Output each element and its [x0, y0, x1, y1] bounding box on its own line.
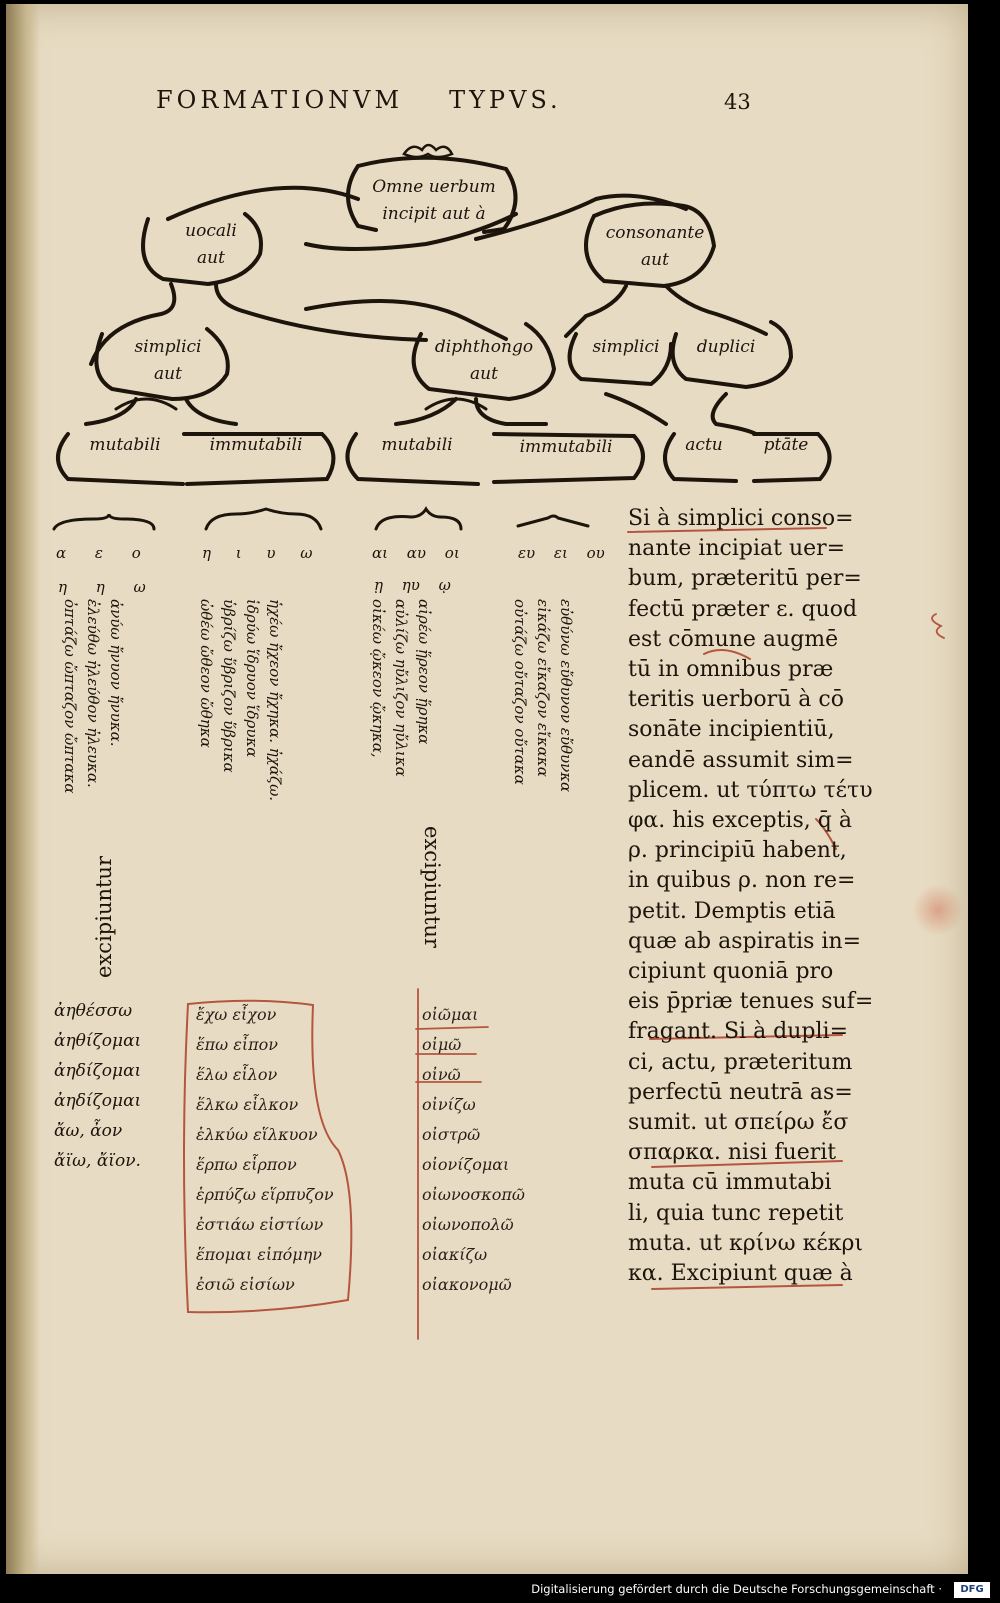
body-line: sumit. ut σπείρω ἔσ	[628, 1110, 849, 1136]
simplici-vowel-aut: aut	[154, 364, 182, 384]
exception-item-1: ἀηθέσσω	[54, 1001, 133, 1021]
vowel-group-1-transforms: η η ω	[58, 578, 146, 596]
diphthongo-label: diphthongo	[434, 337, 534, 357]
brace-3	[376, 509, 461, 529]
hand1-item-4: ἕλκω εἷλκον	[196, 1095, 299, 1114]
hand2-item-8: οἰωνοπολῶ	[422, 1215, 514, 1234]
handwritten-list-1	[196, 1000, 334, 1300]
brace-4	[518, 516, 588, 526]
exception-item-6: ἄϊω, ἄϊον.	[54, 1151, 141, 1171]
hand1-item-6: ἕρπω εἷρπον	[196, 1155, 297, 1174]
excipiuntur-label-middle: excipiuntur	[420, 826, 444, 948]
brace-2	[206, 509, 321, 529]
tree-node-simplici-vowel	[118, 334, 218, 388]
body-line: plicem. ut τύπτω τέτυ	[628, 777, 873, 803]
body-line: perfectū neutrā as=	[628, 1079, 853, 1105]
consonante-to-level2	[566, 286, 766, 336]
root-line-1: Omne uerbum	[372, 177, 496, 197]
body-line: φα. his exceptis, q̄ à	[628, 808, 852, 834]
hand1-item-1: ἔχω εἶχον	[196, 1005, 277, 1024]
example-c2-row-1: ἡχέω ἤχεον ἤχηκα. ἠχάζω.	[266, 599, 284, 802]
body-line: ρ. principiū habent,	[628, 838, 847, 864]
hand2-item-6: οἰονίζομαι	[422, 1155, 510, 1174]
curl-left	[116, 399, 176, 409]
example-c2-row-2: ἱδρύω ἵδρυον ἵδρυκα	[243, 599, 261, 758]
hand1-item-9: ἕπομαι εἱπόμην	[196, 1245, 323, 1264]
example-column-4	[508, 599, 577, 849]
exception-item-5: ἄω, ἆον	[54, 1121, 123, 1141]
example-c1-row-1: ἀνύω ἤνυον ἤνυκα.	[107, 599, 125, 747]
tree-node-duplici: duplici	[696, 337, 756, 357]
example-c4-row-2: εἰκάζω εἴκαζον εἴκακα	[534, 599, 552, 777]
body-line: cipiunt quoniā pro	[628, 959, 834, 985]
body-line: muta cū immutabi	[628, 1170, 832, 1196]
book-page	[6, 4, 968, 1574]
body-line: bum, præteritū per=	[628, 566, 862, 592]
hand2-item-7: οἰωνοσκοπῶ	[422, 1185, 525, 1204]
hand1-item-2: ἕπω εἶπον	[196, 1035, 278, 1054]
vocali-aut: aut	[197, 248, 225, 268]
vowel-group-3-letters: αι αυ οι	[372, 544, 460, 562]
body-line: muta. ut κρίνω κέκρι	[628, 1230, 864, 1256]
page-number: 43	[724, 90, 751, 114]
body-line: σπαρκα. nisi fuerit	[628, 1140, 837, 1166]
leaf-actu: actu	[685, 435, 723, 455]
body-line: eis p̄priæ tenues suf=	[628, 989, 874, 1015]
leaf-immutabili-2: immutabili	[519, 437, 613, 457]
footer-credit: Digitalisierung gefördert durch die Deutsche Forschungsgemeinschaft ·	[531, 1582, 942, 1596]
body-line: κα. Excipiunt quæ à	[628, 1261, 853, 1287]
body-line: sonāte incipientiū,	[628, 717, 835, 743]
example-c1-row-3: ὀπτάζω ὤπταζον ὤπτακα	[61, 599, 79, 794]
body-line: quæ ab aspiratis in=	[628, 928, 862, 954]
example-c3-row-2: αὐλίζω ηὔλιζον ηὔλικα	[392, 599, 410, 777]
vowel-group-3-transforms: ῃ ηυ ῳ	[374, 576, 451, 594]
body-line: teritis uerborū à cō	[628, 687, 844, 713]
hand1-item-8: ἐστιάω εἱστίων	[196, 1215, 324, 1234]
body-line: li, quia tunc repetit	[628, 1200, 844, 1226]
dfg-logo: DFG	[954, 1582, 990, 1598]
header-title-left: FORMATIONVM	[156, 86, 404, 114]
digitization-footer	[0, 1578, 1000, 1603]
tree-node-simplici-consonant: simplici	[592, 337, 660, 357]
body-line: ci, actu, præteritum	[628, 1049, 853, 1075]
example-c3-row-3: οἰκέω ᾤκεον ᾤκηκα,	[369, 599, 387, 758]
brace-1	[54, 514, 154, 529]
exception-item-4: ἀηδίζομαι	[54, 1091, 142, 1111]
hand1-item-5: ἑλκύω εἵλκυον	[196, 1125, 318, 1144]
body-line: eandē assumit sim=	[628, 747, 854, 773]
leaf-mutabili-1: mutabili	[89, 435, 161, 455]
hand2-item-2: οἰμῶ	[422, 1035, 462, 1054]
exception-item-3: ἀηδίζομαι	[54, 1061, 142, 1081]
example-c2-row-4: ὠθέω ὤθεον ὤθηκα	[197, 599, 215, 748]
consonante-label: consonante	[605, 223, 705, 243]
body-line: fectū præter ε. quod	[628, 596, 858, 622]
body-line: Si à simplici conso=	[628, 506, 854, 531]
example-c4-row-1: εὐθύνω εὔθυνον εὔθυνκα	[557, 599, 575, 793]
excipiuntur-label-left: excipiuntur	[92, 856, 116, 978]
vocali-label: uocali	[185, 221, 237, 241]
hand2-item-4: οἰνίζω	[422, 1095, 476, 1114]
example-c3-row-1: αἰρέω ᾕρεον ᾕρηκα	[415, 599, 433, 745]
vowel-group-2-letters: η ι υ ω	[202, 544, 313, 562]
body-line: in quibus ρ. non re=	[628, 868, 856, 894]
tree-node-diphthongo	[424, 334, 544, 388]
consonant-level2-to-leaves	[606, 394, 756, 434]
body-text-column	[628, 504, 874, 1289]
hand1-item-3: ἕλω εἷλον	[196, 1065, 278, 1084]
body-line: petit. Demptis etiā	[628, 898, 836, 924]
hand1-item-7: ἑρπύζω εἵρπυζον	[196, 1185, 334, 1204]
root-to-vocali	[168, 188, 358, 219]
exception-list-left	[54, 996, 141, 1176]
example-column-1	[58, 599, 127, 849]
vowel-group-1-letters: α ε ο	[56, 544, 141, 562]
leaf-potentate: ptāte	[763, 435, 809, 455]
hand2-item-9: οἰακίζω	[422, 1245, 488, 1264]
handwritten-list-2	[422, 1000, 525, 1300]
example-c2-row-3: ὑβρίζω ὕβριζον ὕβρικα	[220, 599, 238, 773]
example-column-3	[366, 599, 435, 849]
body-line: fragant. Si à dupli=	[628, 1019, 849, 1045]
body-line: tū in omnibus præ	[628, 657, 834, 683]
root-line-2: incipit aut à	[382, 204, 486, 224]
tree-root-node	[366, 174, 502, 228]
hand2-item-5: οἰστρῶ	[422, 1125, 481, 1144]
body-line: est cōmune augmē	[628, 626, 839, 652]
red-margin-mark	[932, 614, 944, 638]
exception-item-2: ἀηθίζομαι	[54, 1031, 142, 1051]
vowel-group-4-letters: ευ ει ου	[518, 544, 605, 562]
body-line: nante incipiat uer=	[628, 536, 846, 562]
tree-node-consonante	[600, 220, 710, 274]
hand2-item-1: οἰῶμαι	[422, 1005, 479, 1024]
example-column-2	[194, 599, 286, 849]
tree-node-vocali	[166, 218, 256, 272]
leaf-mutabili-2: mutabili	[381, 435, 453, 455]
diphthongo-aut: aut	[470, 364, 498, 384]
consonante-aut: aut	[641, 250, 669, 270]
header-title-right: TYPVS.	[449, 86, 562, 114]
hand2-item-3: οἰνῶ	[422, 1065, 461, 1084]
simplici-vowel-label: simplici	[134, 337, 202, 357]
hand2-item-10: οἰακονομῶ	[422, 1275, 512, 1294]
root-ornament	[404, 145, 452, 157]
example-c1-row-2: ἐλεύθω ἠλεύθον ἠλευκα.	[84, 599, 102, 788]
hand1-item-10: ἐσιῶ εἱσίων	[196, 1275, 295, 1294]
example-c4-row-3: οὐτάζω οὔταζον οὔτακα	[511, 599, 529, 785]
leaf-immutabili-1: immutabili	[209, 435, 303, 455]
